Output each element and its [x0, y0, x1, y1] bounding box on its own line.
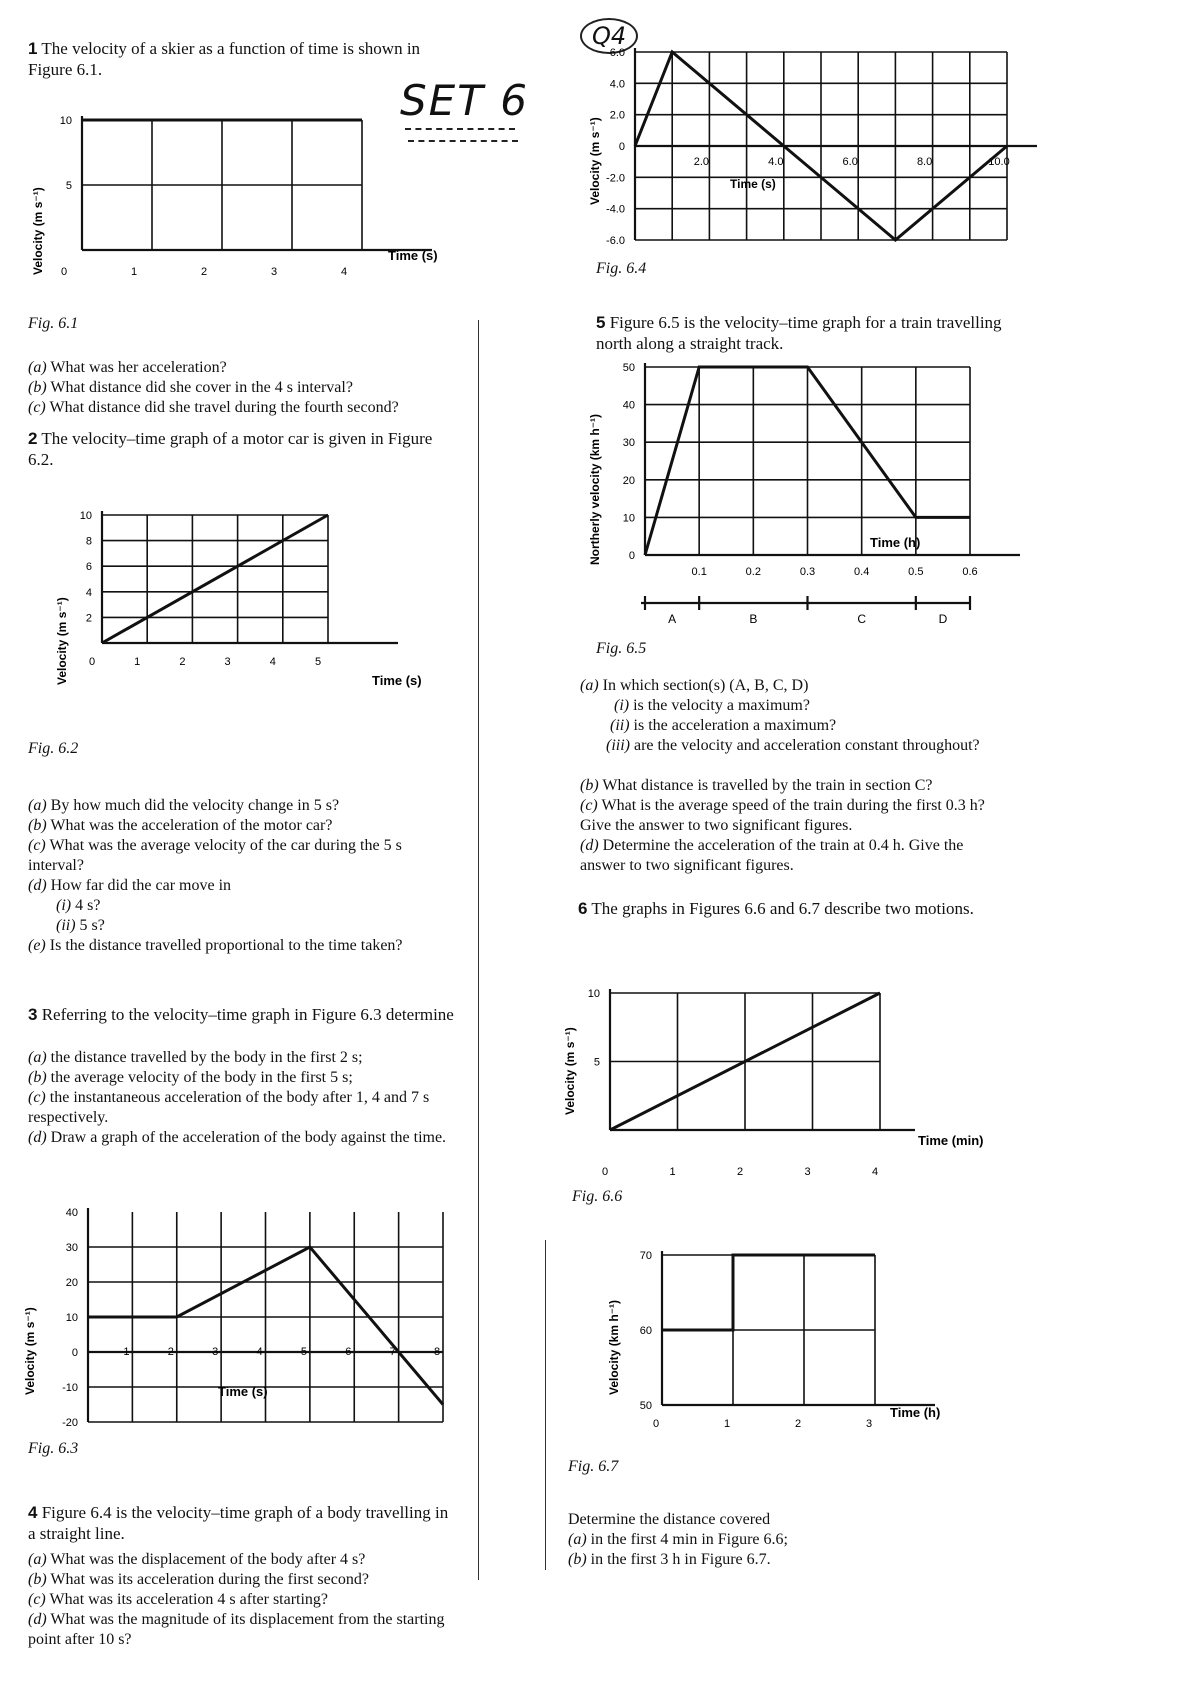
y-tick-label: 50 [639, 1400, 652, 1412]
y-tick-label: 8 [85, 535, 92, 548]
y-tick-label: -4.0 [606, 203, 625, 216]
fig66-xlabel: Time (min) [918, 1133, 984, 1148]
x-tick-label: 2 [167, 1346, 174, 1358]
q6-prompt: Determine the distance covered [568, 1511, 771, 1528]
fig67-caption: Fig. 6.7 [568, 1458, 619, 1475]
q3-stem: Referring to the velocity–time graph in Figure 6.3 determine [41, 1005, 454, 1024]
q2-part-d-i: (i) 4 s? [56, 897, 101, 914]
y-tick-label: 0 [71, 1347, 78, 1359]
x-tick-label: 1 [669, 1166, 676, 1178]
x-tick-label: 0 [60, 266, 68, 278]
y-tick-label: -20 [62, 1417, 78, 1429]
q3-part-c: (c) the instantaneous acceleration of the body after 1, 4 and 7 s respectively. [28, 1089, 430, 1126]
x-tick-label: 6 [345, 1346, 352, 1358]
q6-number: 6 [578, 899, 588, 918]
fig65-caption: Fig. 6.5 [596, 640, 647, 657]
q5-part-a-i: (i) is the velocity a maximum? [614, 697, 810, 714]
figure-6-4 [585, 40, 1055, 255]
q2-stem: The velocity–time graph of a motor car is given in Figure 6.2. [28, 429, 433, 469]
y-tick-label: 30 [622, 437, 635, 450]
y-tick-label: 10 [587, 988, 600, 1000]
figure-6-6 [560, 975, 1000, 1185]
figure-6-7 [590, 1235, 1010, 1435]
q5-part-a-ii: (ii) is the acceleration a maximum? [610, 717, 837, 734]
fig61-ylabel: Velocity (m s⁻¹) [31, 187, 45, 275]
x-tick-label: 0.1 [691, 566, 707, 578]
q4-stem: Figure 6.4 is the velocity–time graph of a body travelling in a straight line. [28, 1503, 449, 1543]
q4-number: 4 [28, 1503, 38, 1522]
q3-part-d: (d) Draw a graph of the acceleration of the body against the time. [28, 1129, 447, 1146]
q6-part-b: (b) in the first 3 h in Figure 6.7. [568, 1551, 771, 1568]
q6-margin-line [545, 1240, 546, 1570]
q3-part-b: (b) the average velocity of the body in the first 5 s; [28, 1069, 353, 1086]
x-tick-label: 2 [736, 1166, 744, 1178]
x-tick-label: 0.3 [799, 566, 816, 578]
y-tick-label: 20 [622, 474, 635, 487]
y-tick-label: 70 [639, 1250, 652, 1262]
figure-6-2 [50, 505, 470, 735]
q5-part-d: (d) Determine the acceleration of the train at 0.4 h. Give the answer to two significant figures. [580, 837, 964, 874]
figure-6-1 [20, 100, 490, 300]
fig64-xlabel: Time (s) [730, 177, 776, 191]
fig65-grid [645, 367, 970, 555]
y-tick-label: 40 [65, 1207, 78, 1219]
figure-6-3 [18, 1200, 488, 1430]
q4-part-a: (a) What was the displacement of the body after 4 s? [28, 1551, 366, 1568]
y-tick-label: 50 [622, 362, 635, 374]
fig67-ylabel: Velocity (km h⁻¹) [607, 1299, 621, 1395]
x-tick-label: 4.0 [768, 156, 784, 168]
y-tick-label: 4 [85, 586, 92, 599]
section-label: C [857, 612, 867, 626]
x-tick-label: 1 [123, 1346, 130, 1358]
q6-stem: The graphs in Figures 6.6 and 6.7 describe two motions. [591, 899, 974, 918]
q1-part-a: (a) What was her acceleration? [28, 359, 227, 376]
x-tick-label: 3 [865, 1418, 873, 1430]
fig64-ylabel: Velocity (m s⁻¹) [588, 117, 602, 205]
x-tick-label: 1 [134, 656, 141, 668]
q2-part-b: (b) What was the acceleration of the motor car? [28, 817, 333, 834]
x-tick-label: 4 [256, 1346, 263, 1358]
y-tick-label: 6.0 [609, 47, 625, 59]
q3-part-a: (a) the distance travelled by the body in the first 2 s; [28, 1049, 363, 1066]
fig63-caption: Fig. 6.3 [28, 1440, 79, 1457]
x-tick-label: 2 [179, 656, 186, 668]
q4-handwritten-mark: Q4 [580, 18, 638, 54]
q1-part-b: (b) What distance did she cover in the 4 s interval? [28, 379, 353, 396]
fig62-caption: Fig. 6.2 [28, 740, 79, 757]
section-label: A [668, 612, 677, 626]
x-tick-label: 0 [601, 1166, 609, 1178]
fig65-xlabel: Time (h) [870, 535, 921, 550]
fig61-caption: Fig. 6.1 [28, 315, 79, 332]
q2-part-d: (d) How far did the car move in [28, 877, 232, 894]
y-tick-label: -10 [62, 1382, 78, 1394]
data-line [102, 515, 328, 643]
q2-text [28, 428, 458, 470]
q4-part-d: (d) What was the magnitude of its displacement from the starting point after 10 s? [28, 1611, 445, 1648]
y-tick-label: 6 [85, 561, 92, 574]
fig62-ylabel: Velocity (m s⁻¹) [55, 597, 69, 685]
y-tick-label: 30 [65, 1242, 78, 1254]
fig63-ylabel: Velocity (m s⁻¹) [23, 1307, 37, 1395]
x-tick-label: 10.0 [988, 156, 1010, 168]
x-tick-label: 0.2 [745, 566, 761, 578]
q5-number: 5 [596, 313, 606, 332]
y-tick-label: -6.0 [606, 235, 625, 247]
x-tick-label: 2 [794, 1418, 802, 1430]
q2-part-d-ii: (ii) 5 s? [56, 917, 105, 934]
fig67-xlabel: Time (h) [890, 1405, 941, 1420]
fig61-xlabel: Time (s) [388, 248, 438, 263]
q2-number: 2 [28, 429, 38, 448]
x-tick-label: 7 [389, 1346, 396, 1358]
x-tick-label: 0.4 [854, 566, 870, 578]
q4-part-c: (c) What was its acceleration 4 s after starting? [28, 1591, 329, 1608]
fig66-ylabel: Velocity (m s⁻¹) [563, 1027, 577, 1115]
figure-6-5 [585, 355, 1025, 645]
x-tick-label: 0 [88, 656, 96, 668]
x-tick-label: 2 [200, 266, 208, 278]
y-tick-label: 0 [628, 550, 635, 562]
q5-part-a-iii: (iii) are the velocity and acceleration constant throughout? [606, 737, 980, 754]
x-tick-label: 5 [300, 1346, 307, 1358]
x-tick-label: 0.5 [908, 566, 924, 578]
x-tick-label: 5 [314, 656, 322, 668]
x-tick-label: 4 [340, 266, 348, 278]
x-tick-label: 8 [433, 1346, 441, 1358]
column-divider [478, 320, 479, 1580]
y-tick-label: 5 [65, 180, 72, 192]
x-tick-label: 4 [871, 1166, 879, 1178]
x-tick-label: 3 [270, 266, 278, 278]
y-tick-label: 10 [622, 512, 635, 525]
fig62-xlabel: Time (s) [372, 673, 422, 688]
q3-text [28, 1004, 458, 1025]
x-tick-label: 2.0 [693, 156, 710, 168]
q4-part-b: (b) What was its acceleration during the first second? [28, 1571, 369, 1588]
q6-part-a: (a) in the first 4 min in Figure 6.6; [568, 1531, 788, 1548]
q3-number: 3 [28, 1005, 38, 1024]
y-tick-label: 10 [65, 1312, 78, 1324]
q1-stem: The velocity of a skier as a function of time is shown in Figure 6.1. [28, 39, 421, 79]
y-tick-label: 40 [622, 399, 635, 412]
q2-part-c: (c) What was the average velocity of the car during the 5 s interval? [28, 837, 402, 874]
q4-text [28, 1502, 458, 1544]
fig64-caption: Fig. 6.4 [596, 260, 647, 277]
x-tick-label: 3 [224, 656, 231, 668]
y-tick-label: 4.0 [609, 78, 625, 91]
section-label: B [749, 612, 758, 626]
x-tick-label: 6.0 [842, 156, 858, 168]
y-tick-label: 2.0 [609, 109, 625, 122]
y-tick-label: 2 [85, 612, 92, 625]
q6-text [578, 898, 1008, 919]
data-line [662, 1255, 875, 1330]
y-tick-label: 20 [65, 1277, 78, 1289]
x-tick-label: 1 [723, 1418, 731, 1430]
q2-part-a: (a) By how much did the velocity change in 5 s? [28, 797, 340, 814]
fig63-xlabel: Time (s) [218, 1384, 268, 1399]
q1-part-c: (c) What distance did she travel during the fourth second? [28, 399, 399, 416]
q5-part-b: (b) What distance is travelled by the train in section C? [580, 777, 933, 794]
fig61-grid [82, 120, 362, 250]
x-tick-label: 0.6 [962, 566, 978, 578]
q2-part-e: (e) Is the distance travelled proportional to the time taken? [28, 937, 403, 954]
x-tick-label: 3 [804, 1166, 811, 1178]
set-label: SET 6 [400, 76, 529, 125]
y-tick-label: 10 [79, 510, 92, 522]
section-label: D [938, 612, 948, 626]
fig65-ylabel: Northerly velocity (km h⁻¹) [588, 413, 602, 565]
x-tick-label: 8.0 [916, 156, 933, 168]
q5-part-a: (a) In which section(s) (A, B, C, D) [580, 677, 809, 694]
x-tick-label: 0 [652, 1418, 660, 1430]
y-tick-label: 0 [618, 141, 625, 153]
y-tick-label: 10 [59, 115, 72, 127]
q5-part-c: (c) What is the average speed of the train during the first 0.3 h? Give the answer to two significant figures. [580, 797, 985, 834]
q1-text [28, 38, 458, 80]
q1-number: 1 [28, 39, 38, 58]
q5-text [596, 312, 1026, 354]
y-tick-label: -2.0 [606, 172, 625, 185]
fig66-caption: Fig. 6.6 [572, 1188, 623, 1205]
y-tick-label: 5 [593, 1056, 600, 1069]
q5-stem: Figure 6.5 is the velocity–time graph for a train travelling north along a straight track. [596, 313, 1002, 353]
y-tick-label: 60 [639, 1325, 652, 1337]
x-tick-label: 1 [130, 266, 138, 278]
x-tick-label: 4 [269, 656, 276, 668]
x-tick-label: 3 [212, 1346, 219, 1358]
